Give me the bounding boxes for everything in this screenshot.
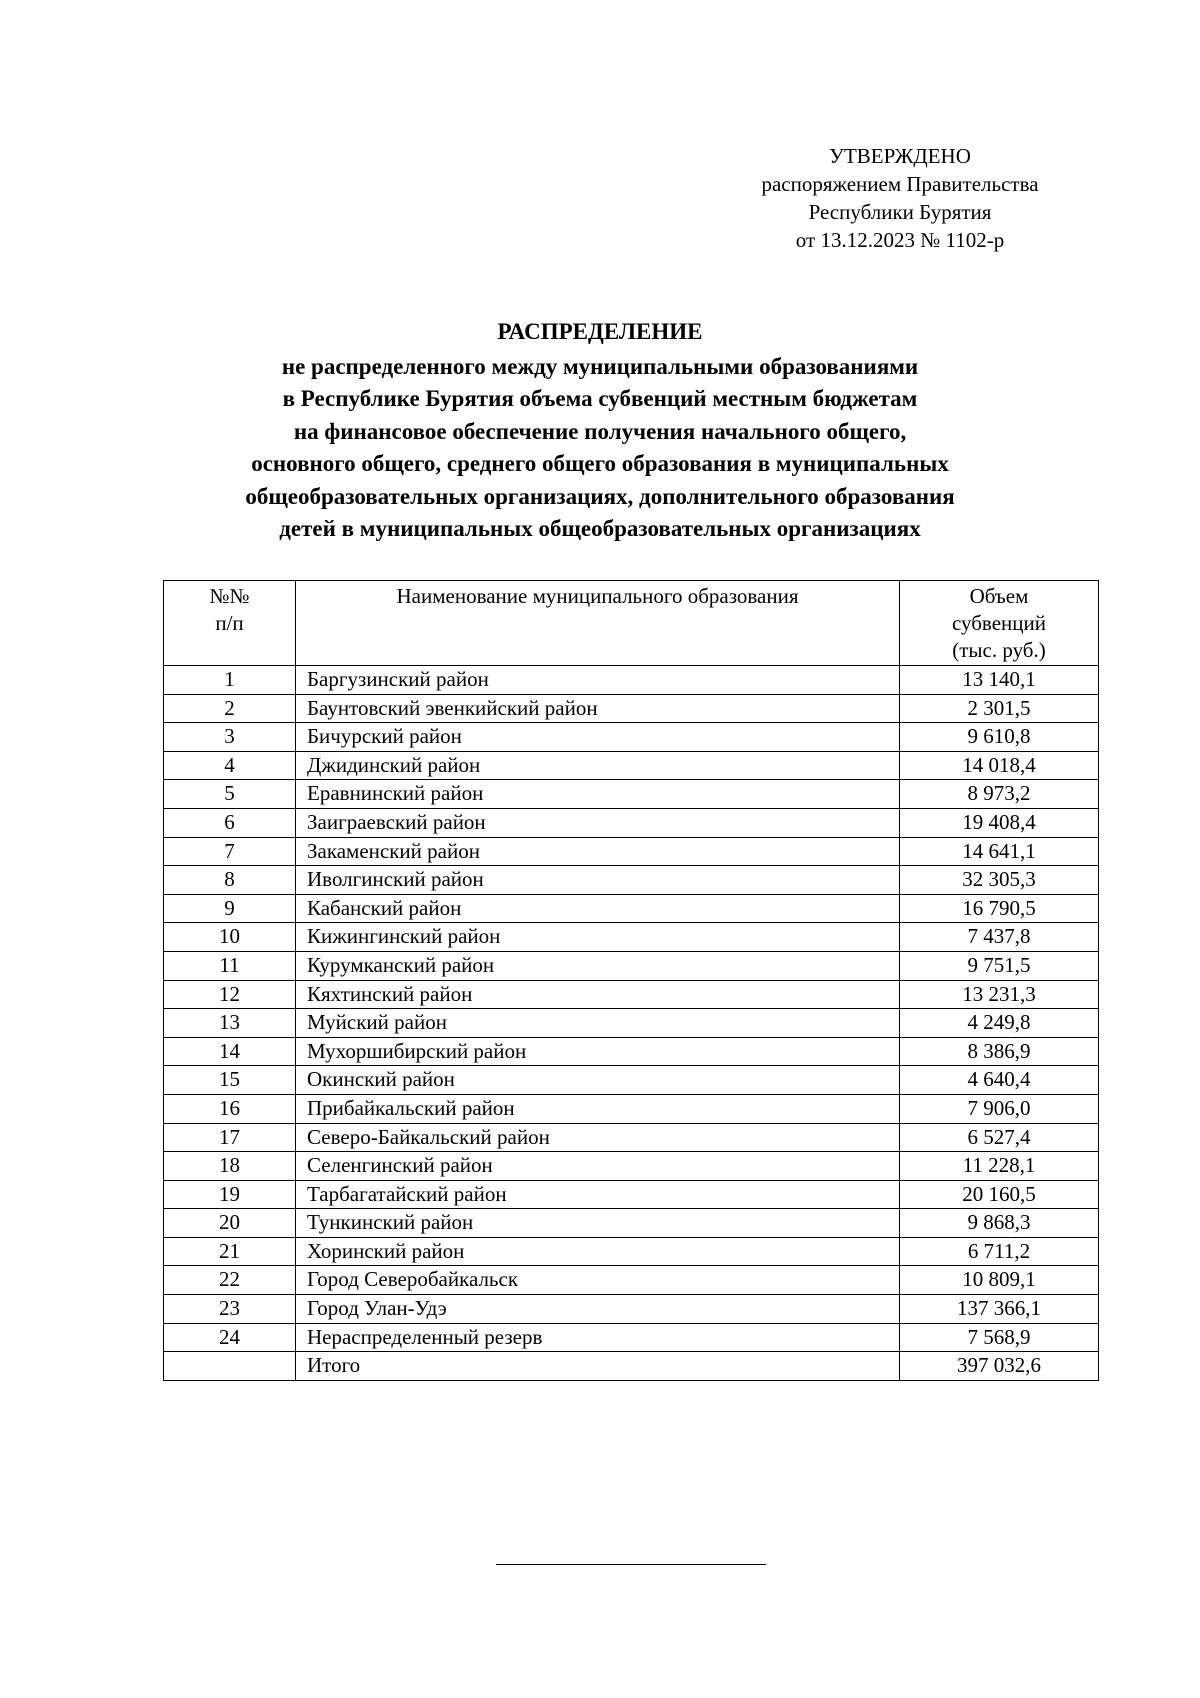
row-value: 11 228,1 xyxy=(900,1152,1099,1181)
row-value: 9 610,8 xyxy=(900,723,1099,752)
title-heading: РАСПРЕДЕЛЕНИЕ xyxy=(497,319,703,344)
row-value: 10 809,1 xyxy=(900,1266,1099,1295)
row-name: Окинский район xyxy=(296,1066,900,1095)
table-row xyxy=(164,980,1099,1009)
row-name: Тарбагатайский район xyxy=(296,1180,900,1209)
title-line: не распределенного между муниципальными образованиями xyxy=(281,353,919,379)
row-number: 15 xyxy=(164,1066,296,1095)
total-value: 397 032,6 xyxy=(900,1352,1099,1381)
distribution-table xyxy=(163,580,1099,1381)
table-row xyxy=(164,1295,1099,1324)
header-value-line1: Объем xyxy=(969,584,1029,608)
row-value: 7 437,8 xyxy=(900,923,1099,952)
row-name: Баунтовский эвенкийский район xyxy=(296,694,900,723)
row-number: 2 xyxy=(164,694,296,723)
table-row xyxy=(164,837,1099,866)
table-row xyxy=(164,1209,1099,1238)
header-name: Наименование муниципального образования xyxy=(296,581,900,666)
footer-divider xyxy=(496,1564,766,1565)
approval-block xyxy=(740,142,1060,254)
row-name: Селенгинский район xyxy=(296,1152,900,1181)
row-value: 13 140,1 xyxy=(900,666,1099,695)
table-row xyxy=(164,1037,1099,1066)
row-value: 32 305,3 xyxy=(900,866,1099,895)
total-label: Итого xyxy=(296,1352,900,1381)
title-line: детей в муниципальных общеобразовательных организациях xyxy=(279,516,921,541)
table-row xyxy=(164,723,1099,752)
row-value: 6 711,2 xyxy=(900,1237,1099,1266)
table-row xyxy=(164,694,1099,723)
table-row xyxy=(164,1237,1099,1266)
row-number: 8 xyxy=(164,866,296,895)
row-value: 7 568,9 xyxy=(900,1323,1099,1352)
row-value: 2 301,5 xyxy=(900,694,1099,723)
approval-authority: распоряжением Правительства xyxy=(761,172,1039,196)
title-line: основного общего, среднего общего образования в муниципальных xyxy=(251,451,949,476)
row-number: 14 xyxy=(164,1037,296,1066)
table-row xyxy=(164,951,1099,980)
table-row xyxy=(164,923,1099,952)
row-name: Джидинский район xyxy=(296,751,900,780)
table-row xyxy=(164,1180,1099,1209)
table-row xyxy=(164,1323,1099,1352)
row-value: 20 160,5 xyxy=(900,1180,1099,1209)
row-value: 4 249,8 xyxy=(900,1009,1099,1038)
row-number: 1 xyxy=(164,666,296,695)
header-number-line1: №№ xyxy=(209,584,250,608)
title-line: на финансовое обеспечение получения начального общего, xyxy=(293,418,907,444)
row-number: 10 xyxy=(164,923,296,952)
row-name: Кижингинский район xyxy=(296,923,900,952)
row-name: Бичурский район xyxy=(296,723,900,752)
table-row xyxy=(164,894,1099,923)
table-row xyxy=(164,1152,1099,1181)
header-value-line3: (тыс. руб.) xyxy=(952,638,1046,662)
row-number: 5 xyxy=(164,780,296,809)
row-number: 11 xyxy=(164,951,296,980)
title-line: в Республике Бурятия объема субвенций местным бюджетам xyxy=(282,386,918,411)
row-number: 20 xyxy=(164,1209,296,1238)
row-value: 4 640,4 xyxy=(900,1066,1099,1095)
row-number: 7 xyxy=(164,837,296,866)
row-name: Баргузинский район xyxy=(296,666,900,695)
row-value: 6 527,4 xyxy=(900,1123,1099,1152)
row-number: 23 xyxy=(164,1295,296,1324)
row-number: 6 xyxy=(164,808,296,837)
approval-republic: Республики Бурятия xyxy=(808,200,992,224)
row-name: Город Улан-Удэ xyxy=(296,1295,900,1324)
table-row xyxy=(164,1066,1099,1095)
row-name: Прибайкальский район xyxy=(296,1094,900,1123)
row-name: Город Северобайкальск xyxy=(296,1266,900,1295)
row-name: Нераспределенный резерв xyxy=(296,1323,900,1352)
row-name: Мухоршибирский район xyxy=(296,1037,900,1066)
table-row xyxy=(164,780,1099,809)
row-value: 19 408,4 xyxy=(900,808,1099,837)
approval-date-number: от 13.12.2023 № 1102-р xyxy=(795,228,1005,252)
row-name: Кяхтинский район xyxy=(296,980,900,1009)
table-row xyxy=(164,666,1099,695)
approval-status: УТВЕРЖДЕНО xyxy=(829,144,971,168)
row-value: 14 018,4 xyxy=(900,751,1099,780)
row-value: 8 973,2 xyxy=(900,780,1099,809)
row-value: 13 231,3 xyxy=(900,980,1099,1009)
row-name: Муйский район xyxy=(296,1009,900,1038)
row-number: 4 xyxy=(164,751,296,780)
row-number: 3 xyxy=(164,723,296,752)
title-line: общеобразовательных организациях, дополнительного образования xyxy=(245,483,955,509)
document-title xyxy=(130,316,1070,546)
table-body xyxy=(164,666,1099,1381)
row-name: Тункинский район xyxy=(296,1209,900,1238)
row-value: 14 641,1 xyxy=(900,837,1099,866)
row-number: 22 xyxy=(164,1266,296,1295)
row-number: 21 xyxy=(164,1237,296,1266)
row-name: Заиграевский район xyxy=(296,808,900,837)
row-number: 12 xyxy=(164,980,296,1009)
row-number: 24 xyxy=(164,1323,296,1352)
row-value: 9 751,5 xyxy=(900,951,1099,980)
table-row xyxy=(164,808,1099,837)
table-row xyxy=(164,866,1099,895)
row-name: Хоринский район xyxy=(296,1237,900,1266)
row-number: 13 xyxy=(164,1009,296,1038)
table-row xyxy=(164,1123,1099,1152)
row-name: Северо-Байкальский район xyxy=(296,1123,900,1152)
table-row xyxy=(164,1094,1099,1123)
row-name: Закаменский район xyxy=(296,837,900,866)
row-value: 16 790,5 xyxy=(900,894,1099,923)
row-number: 18 xyxy=(164,1152,296,1181)
table-row xyxy=(164,751,1099,780)
row-number: 19 xyxy=(164,1180,296,1209)
row-number: 17 xyxy=(164,1123,296,1152)
row-name: Кабанский район xyxy=(296,894,900,923)
table-row xyxy=(164,1266,1099,1295)
table-header-row xyxy=(164,581,1099,666)
total-number xyxy=(164,1352,296,1381)
row-number: 16 xyxy=(164,1094,296,1123)
row-name: Иволгинский район xyxy=(296,866,900,895)
table-row xyxy=(164,1009,1099,1038)
row-number: 9 xyxy=(164,894,296,923)
table-total-row xyxy=(164,1352,1099,1381)
row-value: 7 906,0 xyxy=(900,1094,1099,1123)
header-value-line2: субвенций xyxy=(951,611,1047,635)
row-name: Курумканский район xyxy=(296,951,900,980)
header-number xyxy=(164,581,296,666)
row-value: 9 868,3 xyxy=(900,1209,1099,1238)
row-value: 8 386,9 xyxy=(900,1037,1099,1066)
header-value xyxy=(900,581,1099,666)
row-value: 137 366,1 xyxy=(900,1295,1099,1324)
row-name: Еравнинский район xyxy=(296,780,900,809)
header-number-line2: п/п xyxy=(215,611,244,635)
